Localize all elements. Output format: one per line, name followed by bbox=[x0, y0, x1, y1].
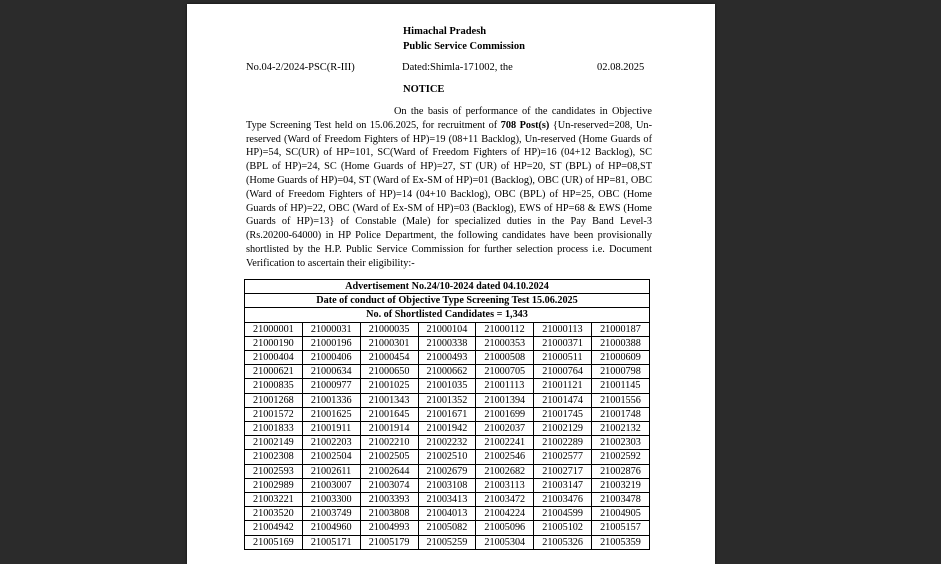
roll-number-cell: 21004013 bbox=[418, 507, 476, 521]
roll-number-cell: 21002611 bbox=[302, 464, 360, 478]
roll-number-cell: 21003478 bbox=[592, 493, 650, 507]
roll-number-cell: 21000650 bbox=[360, 365, 418, 379]
table-row bbox=[245, 493, 650, 507]
roll-number-cell: 21002504 bbox=[302, 450, 360, 464]
roll-number-cell: 21005359 bbox=[592, 535, 650, 549]
roll-number-cell: 21002644 bbox=[360, 464, 418, 478]
roll-number-cell: 21001671 bbox=[418, 407, 476, 421]
roll-number-cell: 21003749 bbox=[302, 507, 360, 521]
table-row bbox=[245, 422, 650, 436]
roll-number-cell: 21003113 bbox=[476, 478, 534, 492]
table-row bbox=[245, 393, 650, 407]
notice-title: NOTICE bbox=[403, 84, 445, 95]
roll-number-cell: 21003808 bbox=[360, 507, 418, 521]
roll-number-cell: 21002989 bbox=[245, 478, 303, 492]
roll-number-cell: 21001745 bbox=[534, 407, 592, 421]
table-row bbox=[245, 535, 650, 549]
roll-number-cell: 21005169 bbox=[245, 535, 303, 549]
roll-number-cell: 21005171 bbox=[302, 535, 360, 549]
roll-number-cell: 21002232 bbox=[418, 436, 476, 450]
roll-number-cell: 21004993 bbox=[360, 521, 418, 535]
roll-number-cell: 21002593 bbox=[245, 464, 303, 478]
roll-number-cell: 21000662 bbox=[418, 365, 476, 379]
commission-header bbox=[403, 24, 525, 54]
roll-number-cell: 21001625 bbox=[302, 407, 360, 421]
roll-number-cell: 21004599 bbox=[534, 507, 592, 521]
roll-number-cell: 21002037 bbox=[476, 422, 534, 436]
paragraph-part1: On the basis of performance of the candidates in Objective Type Screening Test held on 15.06.2025, for recruitment of bbox=[246, 106, 652, 131]
roll-number-cell: 21001343 bbox=[360, 393, 418, 407]
roll-number-cell: 21001911 bbox=[302, 422, 360, 436]
table-row bbox=[245, 336, 650, 350]
table-row bbox=[245, 436, 650, 450]
roll-number-cell: 21001699 bbox=[476, 407, 534, 421]
roll-number-cell: 21001645 bbox=[360, 407, 418, 421]
roll-number-cell: 21000609 bbox=[592, 351, 650, 365]
roll-number-cell: 21000187 bbox=[592, 322, 650, 336]
table-header-row bbox=[245, 280, 650, 294]
roll-number-cell: 21001748 bbox=[592, 407, 650, 421]
document-page bbox=[187, 4, 715, 564]
table-header-row bbox=[245, 294, 650, 308]
roll-number-cell: 21003074 bbox=[360, 478, 418, 492]
roll-number-cell: 21002717 bbox=[534, 464, 592, 478]
roll-number-cell: 21000404 bbox=[245, 351, 303, 365]
roll-number-cell: 21000388 bbox=[592, 336, 650, 350]
roll-number-cell: 21001268 bbox=[245, 393, 303, 407]
header-commission: Public Service Commission bbox=[403, 41, 525, 52]
shortlisted-count-heading: No. of Shortlisted Candidates = 1,343 bbox=[245, 308, 650, 322]
reference-number: No.04-2/2024-PSC(R-III) bbox=[246, 62, 355, 73]
shortlist-table bbox=[244, 279, 650, 550]
roll-number-cell: 21002203 bbox=[302, 436, 360, 450]
roll-number-cell: 21000196 bbox=[302, 336, 360, 350]
roll-number-cell: 21003472 bbox=[476, 493, 534, 507]
roll-number-cell: 21000454 bbox=[360, 351, 418, 365]
roll-number-cell: 21001572 bbox=[245, 407, 303, 421]
roll-number-cell: 21005157 bbox=[592, 521, 650, 535]
roll-number-cell: 21000301 bbox=[360, 336, 418, 350]
roll-number-cell: 21005082 bbox=[418, 521, 476, 535]
roll-number-cell: 21000621 bbox=[245, 365, 303, 379]
roll-number-cell: 21001914 bbox=[360, 422, 418, 436]
table-row bbox=[245, 322, 650, 336]
roll-number-cell: 21000508 bbox=[476, 351, 534, 365]
conduct-date-heading: Date of conduct of Objective Type Screening Test 15.06.2025 bbox=[245, 294, 650, 308]
roll-number-cell: 21004960 bbox=[302, 521, 360, 535]
roll-number-cell: 21003007 bbox=[302, 478, 360, 492]
table-row bbox=[245, 407, 650, 421]
roll-number-cell: 21000371 bbox=[534, 336, 592, 350]
roll-number-cell: 21003300 bbox=[302, 493, 360, 507]
reference-date: 02.08.2025 bbox=[597, 62, 645, 73]
roll-number-cell: 21002149 bbox=[245, 436, 303, 450]
roll-number-cell: 21002682 bbox=[476, 464, 534, 478]
roll-number-cell: 21003413 bbox=[418, 493, 476, 507]
roll-number-cell: 21000353 bbox=[476, 336, 534, 350]
roll-number-cell: 21002241 bbox=[476, 436, 534, 450]
roll-number-cell: 21000705 bbox=[476, 365, 534, 379]
table-row bbox=[245, 351, 650, 365]
roll-number-cell: 21005304 bbox=[476, 535, 534, 549]
roll-number-cell: 21005179 bbox=[360, 535, 418, 549]
roll-number-cell: 21001145 bbox=[592, 379, 650, 393]
roll-number-cell: 21000001 bbox=[245, 322, 303, 336]
roll-number-cell: 21001121 bbox=[534, 379, 592, 393]
roll-number-cell: 21002876 bbox=[592, 464, 650, 478]
roll-number-cell: 21002679 bbox=[418, 464, 476, 478]
table-row bbox=[245, 478, 650, 492]
roll-number-cell: 21003147 bbox=[534, 478, 592, 492]
roll-number-cell: 21001833 bbox=[245, 422, 303, 436]
dated-place: Dated:Shimla-171002, the bbox=[402, 62, 513, 73]
table-row bbox=[245, 450, 650, 464]
roll-number-cell: 21005096 bbox=[476, 521, 534, 535]
roll-number-cell: 21004224 bbox=[476, 507, 534, 521]
roll-number-cell: 21000338 bbox=[418, 336, 476, 350]
roll-number-cell: 21004905 bbox=[592, 507, 650, 521]
roll-number-cell: 21003393 bbox=[360, 493, 418, 507]
notice-paragraph bbox=[246, 105, 652, 271]
roll-number-cell: 21000190 bbox=[245, 336, 303, 350]
roll-number-cell: 21000977 bbox=[302, 379, 360, 393]
table-row bbox=[245, 507, 650, 521]
roll-number-cell: 21000035 bbox=[360, 322, 418, 336]
roll-number-cell: 21001556 bbox=[592, 393, 650, 407]
roll-number-cell: 21002129 bbox=[534, 422, 592, 436]
roll-number-cell: 21005326 bbox=[534, 535, 592, 549]
roll-number-cell: 21002505 bbox=[360, 450, 418, 464]
roll-number-cell: 21001474 bbox=[534, 393, 592, 407]
roll-number-cell: 21002577 bbox=[534, 450, 592, 464]
roll-number-cell: 21005259 bbox=[418, 535, 476, 549]
roll-number-cell: 21002546 bbox=[476, 450, 534, 464]
roll-number-cell: 21002210 bbox=[360, 436, 418, 450]
paragraph-part2: {Un-reserved=208, Un-reserved (Ward of Freedom Fighters of HP)=19 (08+11 Backlog), Un-reserved (Home Guards of HP)=54, SC(UR) of HP=101, SC(Ward of Freedom Fighters of HP)=16 (04+12 Backlog), SC (BPL of HP)=24, SC (Home Guards of HP)=27, ST (UR) of HP=20, ST (BPL) of HP=08,ST (Home Guards of HP)=04, ST (Ward of Ex-SM of HP)=01 (Backlog), OBC (UR) of HP=81, OBC (Ward of Freedom Fighters of HP)=14 (04+10 Backlog), OBC (BPL) of HP=25, OBC (Home Guards of HP)=22, OBC (Ward of Ex-SM of HP)=03 (Backlog), EWS of HP=68 & EWS (Home Guards of HP)=13} of Constable (Male) for specialized duties in the Pay Band Level-3 (Rs.20200-64000) in HP Police Department, the following candidates have been provisionally shortlisted by the H.P. Public Service Commission for further selection process i.e. Document Verification to ascertain their eligibility:- bbox=[246, 119, 652, 269]
roll-number-cell: 21000798 bbox=[592, 365, 650, 379]
table-row bbox=[245, 521, 650, 535]
roll-number-cell: 21001336 bbox=[302, 393, 360, 407]
table-header-row bbox=[245, 308, 650, 322]
roll-number-cell: 21001352 bbox=[418, 393, 476, 407]
roll-number-cell: 21004942 bbox=[245, 521, 303, 535]
roll-number-cell: 21000406 bbox=[302, 351, 360, 365]
roll-number-cell: 21000835 bbox=[245, 379, 303, 393]
roll-number-cell: 21002303 bbox=[592, 436, 650, 450]
roll-number-cell: 21000112 bbox=[476, 322, 534, 336]
roll-number-cell: 21000104 bbox=[418, 322, 476, 336]
table-row bbox=[245, 365, 650, 379]
roll-number-cell: 21002510 bbox=[418, 450, 476, 464]
roll-number-cell: 21000031 bbox=[302, 322, 360, 336]
roll-number-cell: 21003221 bbox=[245, 493, 303, 507]
roll-number-cell: 21002308 bbox=[245, 450, 303, 464]
roll-number-cell: 21000493 bbox=[418, 351, 476, 365]
roll-number-cell: 21001394 bbox=[476, 393, 534, 407]
roll-number-cell: 21000634 bbox=[302, 365, 360, 379]
advertisement-heading: Advertisement No.24/10-2024 dated 04.10.2024 bbox=[245, 280, 650, 294]
roll-number-cell: 21002592 bbox=[592, 450, 650, 464]
roll-number-cell: 21003476 bbox=[534, 493, 592, 507]
roll-number-cell: 21001113 bbox=[476, 379, 534, 393]
roll-number-cell: 21001035 bbox=[418, 379, 476, 393]
roll-number-cell: 21003219 bbox=[592, 478, 650, 492]
roll-number-cell: 21001942 bbox=[418, 422, 476, 436]
roll-number-cell: 21005102 bbox=[534, 521, 592, 535]
roll-number-cell: 21003108 bbox=[418, 478, 476, 492]
roll-number-cell: 21000511 bbox=[534, 351, 592, 365]
roll-number-cell: 21000764 bbox=[534, 365, 592, 379]
header-state: Himachal Pradesh bbox=[403, 26, 487, 37]
table-row bbox=[245, 464, 650, 478]
roll-number-cell: 21002289 bbox=[534, 436, 592, 450]
posts-count: 708 Post(s) bbox=[500, 119, 550, 131]
table-row bbox=[245, 379, 650, 393]
roll-number-cell: 21003520 bbox=[245, 507, 303, 521]
roll-number-cell: 21001025 bbox=[360, 379, 418, 393]
roll-number-cell: 21000113 bbox=[534, 322, 592, 336]
roll-number-cell: 21002132 bbox=[592, 422, 650, 436]
